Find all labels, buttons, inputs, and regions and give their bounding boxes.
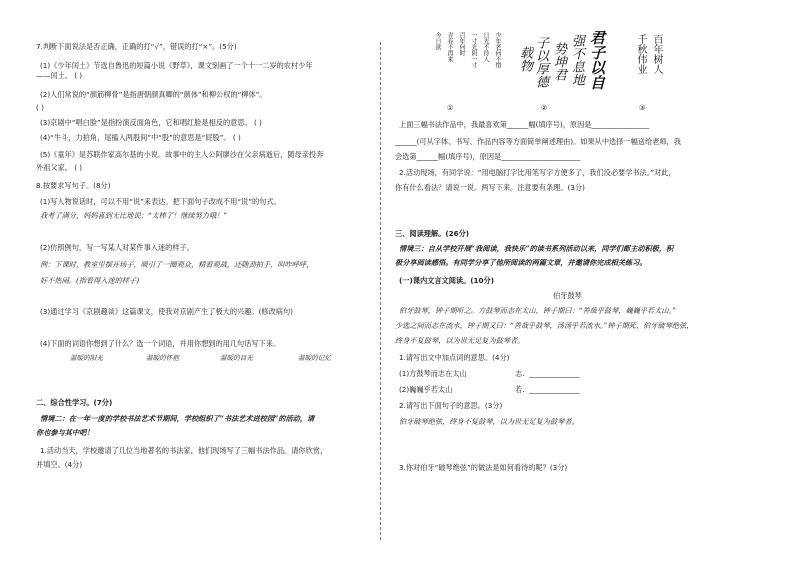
q7-item-4: (4)“牛斗，力拍角，尾搐入两股间”中“股”的意思是“屁股”。 ( ): [40, 133, 241, 142]
q7-title: 7.判断下面说法是否正确，正确的打“√”，错误的打“×”。(5分): [36, 42, 237, 51]
calligraphy-2-col: 强不息地: [569, 34, 584, 86]
q8-item-1-example: 我考了满分，妈妈喜到无比地说：“太棒了！继续努力哦！”: [40, 211, 228, 220]
column-divider: [380, 42, 381, 540]
calligraphy-2-col: 子以厚德: [533, 36, 548, 88]
passage-title: 伯牙鼓琴: [553, 291, 582, 300]
reading-question-3: 3.你对伯牙“破琴绝弦”的做法是如何看待的呢？(3分): [399, 463, 568, 472]
sec2-q1-fill-3: 会选第______幅(填序号)，原因是______________________: [395, 152, 581, 161]
sec2-q1-fill-1: 上面三幅书法作品中，我最喜欢第______幅(填序号)，原因是________________: [399, 120, 649, 129]
calligraphy-3-col: 千秋伟业: [635, 34, 646, 74]
context-2: 情境二：在一年一度的学校书法艺术节期间，学校组织了“书法艺术进校园”的活动，请: [40, 414, 315, 423]
q7-item-3: (3)京剧中“唱白脸”是指扮演反面角色，它和唱红脸是相反的意思。 ( ): [40, 118, 262, 127]
section-2-title: 二、综合性学习。(7分): [36, 398, 113, 407]
q7-item-1-cont: ——闰土。 ( ): [36, 71, 83, 80]
q8-item-2-example: 例：下课时，教室里摆开场子，吸引了一圈观众，精看观战，还随劲拍手，叫咋呼呼，: [40, 260, 314, 269]
q1-item-1-key: 志.: [515, 369, 525, 378]
section-3-title: 三、阅读理解。(26分): [395, 229, 470, 238]
calligraphy-3: [627, 28, 667, 106]
sec2-question-2: 2.活动现场，有同学说：“用电脑打字比用笔写字方便多了，我们没必要学书法。”对此，: [399, 168, 676, 177]
phrase-4: 温暖的记忆: [298, 354, 331, 362]
calligraphy-1-col: 百年何时: [458, 32, 465, 56]
passage-line-1: 伯牙鼓琴，钟子期听之。方鼓琴而志在太山，钟子期曰：“善哉乎鼓琴，巍巍乎若太山。”: [399, 306, 676, 315]
calligraphy-3-col: 百年树人: [651, 34, 662, 74]
calligraphy-1-col: 今日欲: [434, 32, 441, 50]
q8-title: 8.按要求写句子。(8分): [36, 181, 111, 190]
q1-item-2-key: 若.: [515, 385, 525, 394]
q8-item-2-example-cont: 好不热闹。(指看得入迷的样子): [40, 276, 140, 285]
calligraphy-1-col: 少年老何不惜: [494, 32, 501, 68]
calligraphy-1-col: 青春不再来: [446, 32, 453, 62]
passage-line-2: 少选之间而志在流水，钟子期又曰：“善哉乎鼓琴，汤汤乎若流水。”钟子期死，伯牙破琴绝弦，: [395, 321, 694, 330]
phrase-1: 温暖的阳光: [70, 354, 103, 362]
calligraphy-2: [515, 28, 605, 106]
reading-question-1: 1.请写出文中加点词的意思。(4分): [399, 353, 510, 362]
q7-item-2: (2)人们常说的“颜筋柳骨”是指唐朝颜真卿的“颜体”和柳公权的“柳体”。: [40, 90, 267, 99]
calligraphy-2-col: 势坤君: [551, 42, 566, 81]
calligraphy-2-col: 君子以自: [588, 30, 606, 90]
q1-item-1-answer[interactable]: ______________: [529, 369, 580, 378]
context-3: 情境三：自从学校开展“我阅读，我快乐”的读书系列活动以来，同学们都主动积极，积: [399, 244, 674, 253]
passage-line-3: 终身不复鼓琴，以为世无足复为鼓琴者。: [395, 336, 525, 345]
label-1: ①: [447, 104, 454, 112]
q2-sentence: 伯牙破琴绝弦，终身不复鼓琴，以为世无足复为鼓琴者。: [399, 417, 579, 426]
q8-item-2: (2)仿照例句，写一写某人对某件事入迷的样子。: [40, 243, 194, 252]
calligraphy-1: [427, 28, 505, 106]
sec2-question-1: 1.活动当天，学校邀请了几位当地著名的书法家，他们现场写了三幅书法作品。请你欣赏，: [40, 446, 328, 455]
q1-item-1-label: (1)方鼓琴而志在太山: [399, 369, 467, 378]
q8-item-3: (3)通过学习《京剧趣谈》这篇课文，使我对京剧产生了极大的兴趣。(修改病句): [40, 307, 293, 316]
sec2-q1-fill-2: ______(可从字体、书写、作品内容等方面简单阐述理由)。如果从中选择一幅送给老师，我: [395, 137, 681, 146]
phrase-3: 温暖的目光: [220, 354, 253, 362]
q7-item-5: (5)《童年》是苏联作家高尔基的小说。故事中的主人公阿廖沙在父亲病逝后，随母亲投奔: [40, 150, 324, 159]
q8-item-4: (4)下面的词语你想到了什么？选一个词语，并用你想到的用几句话写下来。: [40, 339, 281, 348]
part-1-title: (一)课内文言文阅读。(10分): [399, 276, 495, 285]
q7-item-5-cont: 外祖父家。 ( ): [36, 163, 83, 172]
q1-item-2-answer[interactable]: ______________: [529, 385, 580, 394]
calligraphy-1-col: 一寸光阴一寸: [470, 32, 477, 68]
label-2: ②: [541, 104, 548, 112]
reading-question-2: 2.请写出下面句子的意思。(3分): [399, 401, 503, 410]
label-3: ③: [639, 104, 646, 112]
q7-item-1: (1)《少年闰土》节选自鲁迅的短篇小说《野草》，课文刻画了一个十一二岁的农村少年: [40, 61, 313, 70]
context-3-cont: 极分享阅读感悟。有同学分享了他所阅读的两篇文章，并邀请你完成相关练习。: [395, 258, 647, 267]
calligraphy-2-col: 载物: [517, 46, 532, 72]
sec2-question-2-cont: 你有什么看法？请说一说。两写下来。注意要有条理。(3分): [395, 183, 585, 192]
calligraphy-1-col: 日光不待人: [482, 32, 489, 62]
q1-item-2-label: (2)巍巍乎若太山: [399, 385, 453, 394]
phrase-2: 温暖的怀抱: [146, 354, 179, 362]
context-2-cont: 你也参与其中吧！: [36, 428, 94, 437]
q7-item-2-cont: ( ): [36, 103, 44, 112]
q8-item-1: (1)写人物说话时，可以不用“说”来表达。把下面句子改成不用“说”的句式。: [40, 197, 281, 206]
sec2-question-1-cont: 并填空。(4分): [36, 460, 83, 469]
